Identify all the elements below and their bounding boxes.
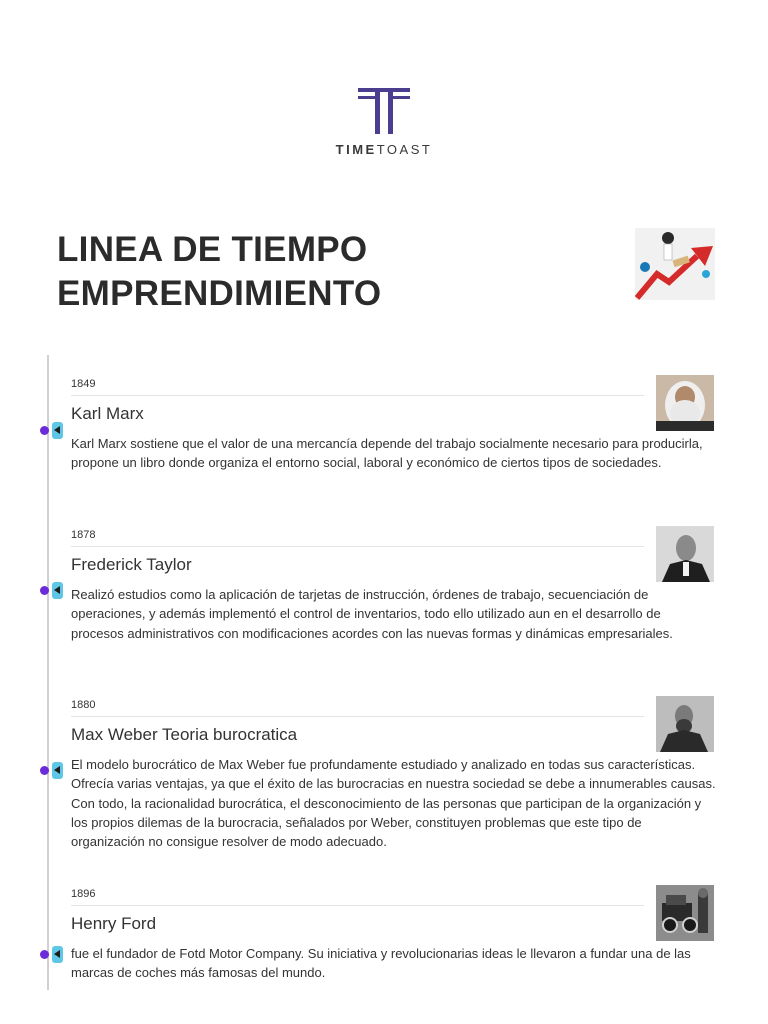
event-description: Realizó estudios como la aplicación de tarjetas de instrucción, órdenes de trabajo, secuenciación de operaciones, y además implementó el control de inventarios, todo ello utilizado aun en el desarrollo de procesos administrativos con modificaciones acordes con las nuevas formas y dinámicas empresariales.: [71, 587, 673, 641]
event-title: Frederick Taylor: [71, 555, 192, 574]
timeline-dot-icon: [40, 766, 49, 775]
event-photo[interactable]: [656, 526, 714, 582]
event-date: 1849: [71, 378, 96, 390]
arrow-left-icon: [52, 422, 63, 439]
portrait-photo-icon: [656, 696, 714, 752]
divider: [71, 716, 644, 717]
timeline-dot-icon: [40, 426, 49, 435]
vintage-car-photo-icon: [656, 885, 714, 941]
divider: [71, 905, 644, 906]
timeline-event[interactable]: [71, 528, 716, 643]
event-title: Henry Ford: [71, 914, 157, 933]
arrow-left-icon: [52, 582, 63, 599]
page-title: LINEA DE TIEMPO EMPRENDIMIENTO: [57, 230, 382, 313]
event-description: fue el fundador de Fotd Motor Company. Su iniciativa y revolucionarias ideas le llevaron a fundar una de las marcas de coches más famosas del mundo.: [71, 946, 691, 981]
divider: [71, 395, 644, 396]
timeline-dot-icon: [40, 950, 49, 959]
timeline-axis: [47, 355, 49, 990]
event-title: Karl Marx: [71, 404, 144, 423]
timetoast-logo[interactable]: [0, 86, 768, 157]
timeline-dot-icon: [40, 586, 49, 595]
timeline-event[interactable]: [71, 377, 716, 473]
timeline-marker[interactable]: [40, 422, 64, 440]
event-description: El modelo burocrático de Max Weber fue profundamente estudiado y analizado en todas sus características. Ofrecía varias ventajas, ya que el éxito de las burocracias en nuestra sociedad se debe a innumerables causas. Con todo, la racionalidad burocrática, el desconocimiento de las personas que participan de la organización y los propios dilemas de la burocracia, señalados por Weber, constituyen problemas que este tipo de organización no consigue resolver de modo adecuado.: [71, 757, 716, 850]
event-photo[interactable]: [656, 375, 714, 431]
portrait-photo-icon: [656, 375, 714, 431]
event-photo[interactable]: [656, 885, 714, 941]
timeline-marker[interactable]: [40, 582, 64, 600]
event-photo[interactable]: [656, 696, 714, 752]
cover-thumbnail[interactable]: [635, 228, 715, 300]
arrow-left-icon: [52, 762, 63, 779]
timetoast-logo-icon: [358, 86, 410, 134]
event-date: 1896: [71, 888, 96, 900]
timeline-event[interactable]: [71, 887, 716, 983]
event-date: 1880: [71, 699, 96, 711]
timeline-marker[interactable]: [40, 762, 64, 780]
entrepreneur-illustration-icon: [635, 228, 715, 300]
timeline-event[interactable]: [71, 698, 716, 851]
event-date: 1878: [71, 529, 96, 541]
divider: [71, 546, 644, 547]
event-description: Karl Marx sostiene que el valor de una mercancía depende del trabajo socialmente necesario para producirla, propone un libro donde organiza el entorno social, laboral y económico de ciertos tipos de sociedades.: [71, 436, 703, 471]
timetoast-wordmark: TIMETOAST: [335, 142, 433, 157]
timeline-marker[interactable]: [40, 946, 64, 964]
event-title: Max Weber Teoria burocratica: [71, 725, 298, 744]
portrait-photo-icon: [656, 526, 714, 582]
arrow-left-icon: [52, 946, 63, 963]
